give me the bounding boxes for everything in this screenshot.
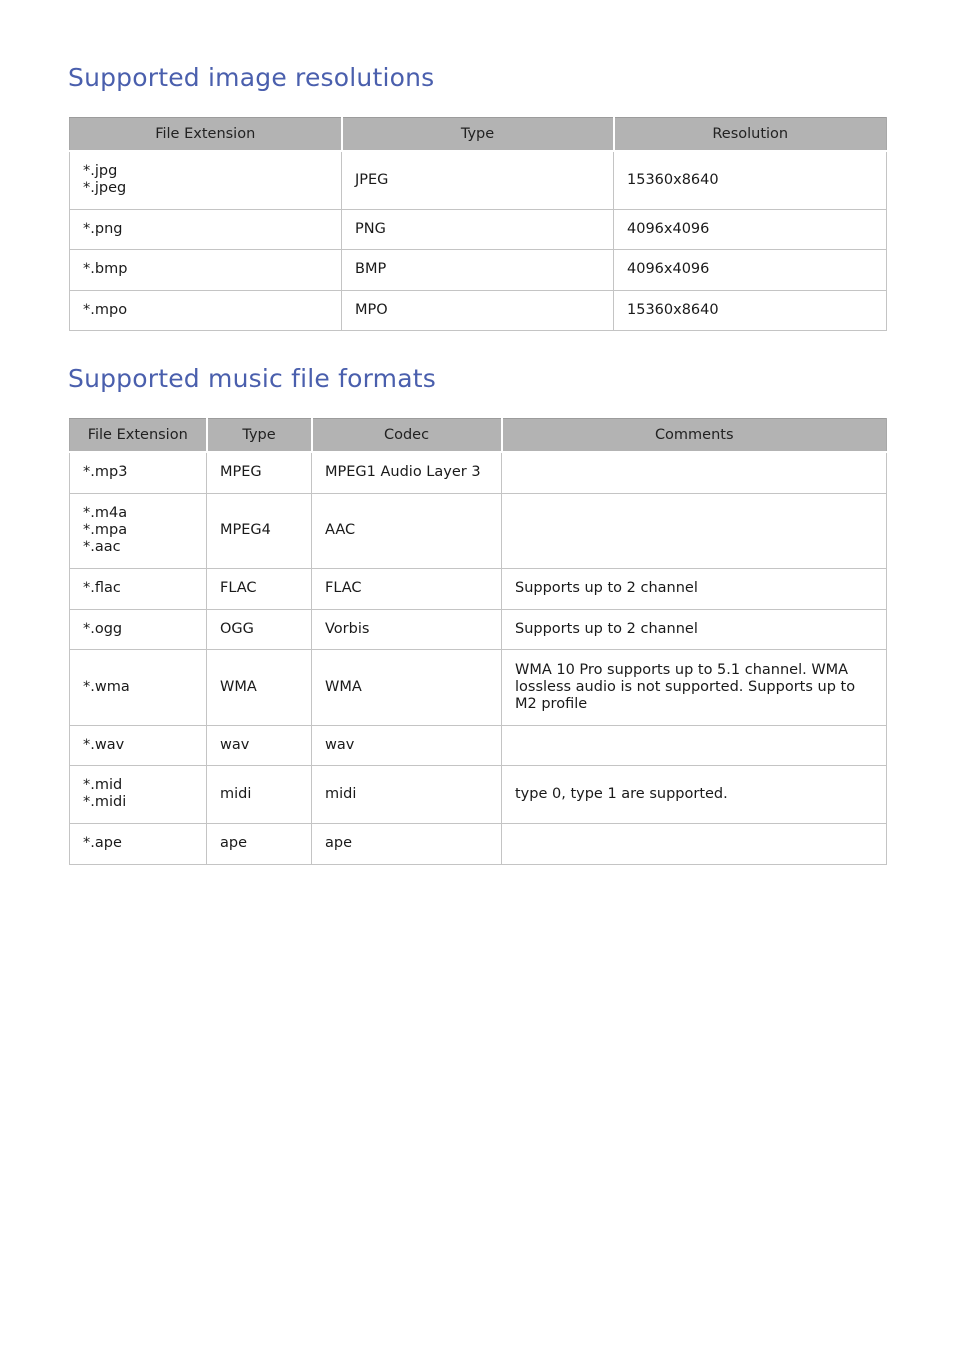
table-row <box>70 765 887 823</box>
cell-comments <box>502 823 887 864</box>
header-comments: Comments <box>502 419 887 453</box>
cell-extension <box>70 249 342 290</box>
comment-text: WMA 10 Pro supports up to 5.1 channel. WMA lossless audio is not supported. Supports up to M2 profile <box>515 661 856 712</box>
cell-codec: WMA <box>312 649 502 725</box>
cell-comments <box>502 452 887 493</box>
cell-type: midi <box>207 765 312 823</box>
extension-text: *.jpeg <box>83 180 127 197</box>
cell-resolution: 15360x8640 <box>614 151 887 209</box>
header-codec: Codec <box>312 419 502 453</box>
header-file-extension: File Extension <box>70 419 207 453</box>
cell-codec: FLAC <box>312 568 502 609</box>
extension-text: *.mpa <box>83 522 128 538</box>
extension-text: *.mpo <box>83 301 128 318</box>
cell-comments <box>502 725 887 765</box>
cell-type: JPEG <box>342 151 614 209</box>
extension-text: *.ape <box>83 835 122 851</box>
table-row <box>70 493 887 568</box>
cell-codec: MPEG1 Audio Layer 3 <box>312 452 502 493</box>
extension-text: *.midi <box>83 794 127 810</box>
header-type: Type <box>342 118 614 152</box>
cell-codec: wav <box>312 725 502 765</box>
cell-extension <box>70 649 207 725</box>
cell-comments: type 0, type 1 are supported. <box>502 765 887 823</box>
image-resolutions-title: Supported image resolutions <box>68 63 435 92</box>
extension-text: *.jpg <box>83 163 118 180</box>
extension-text: *.flac <box>83 580 121 596</box>
table-row <box>70 725 887 765</box>
cell-comments <box>502 493 887 568</box>
cell-type: MPEG <box>207 452 312 493</box>
table-row <box>70 151 887 209</box>
cell-type: BMP <box>342 249 614 290</box>
cell-type: WMA <box>207 649 312 725</box>
extension-text: *.m4a <box>83 505 128 521</box>
table-row <box>70 249 887 290</box>
extension-text: *.aac <box>83 539 121 555</box>
cell-extension <box>70 290 342 330</box>
extension-text: *.mp3 <box>83 464 128 481</box>
extension-text: *.ogg <box>83 620 123 637</box>
cell-type: MPEG4 <box>207 493 312 568</box>
cell-resolution: 4096x4096 <box>614 209 887 249</box>
table-row <box>70 649 887 725</box>
table-row <box>70 609 887 649</box>
table-row <box>70 290 887 330</box>
cell-codec: ape <box>312 823 502 864</box>
cell-resolution: 15360x8640 <box>614 290 887 330</box>
cell-type: wav <box>207 725 312 765</box>
header-type: Type <box>207 419 312 453</box>
header-file-extension: File Extension <box>70 118 342 152</box>
cell-type: FLAC <box>207 568 312 609</box>
cell-resolution: 4096x4096 <box>614 249 887 290</box>
cell-extension <box>70 568 207 609</box>
cell-type: PNG <box>342 209 614 249</box>
table-row <box>70 452 887 493</box>
cell-codec: midi <box>312 765 502 823</box>
cell-type: MPO <box>342 290 614 330</box>
cell-codec: AAC <box>312 493 502 568</box>
cell-extension <box>70 823 207 864</box>
cell-comments: Supports up to 2 channel <box>502 568 887 609</box>
header-resolution: Resolution <box>614 118 887 152</box>
table-row <box>70 823 887 864</box>
extension-text: *.wma <box>83 678 130 695</box>
image-resolutions-table <box>69 117 887 331</box>
cell-type: ape <box>207 823 312 864</box>
cell-extension <box>70 209 342 249</box>
table-row <box>70 209 887 249</box>
table-header-row <box>70 419 887 453</box>
table-header-row <box>70 118 887 152</box>
music-formats-title: Supported music file formats <box>68 364 436 393</box>
cell-extension <box>70 725 207 765</box>
cell-extension <box>70 609 207 649</box>
cell-extension <box>70 151 342 209</box>
cell-comments <box>502 649 887 725</box>
extension-text: *.wav <box>83 736 125 753</box>
extension-text: *.png <box>83 220 123 237</box>
cell-extension <box>70 452 207 493</box>
cell-codec: Vorbis <box>312 609 502 649</box>
music-formats-table <box>69 418 887 865</box>
cell-extension <box>70 493 207 568</box>
table-row <box>70 568 887 609</box>
extension-text: *.bmp <box>83 261 128 277</box>
cell-extension <box>70 765 207 823</box>
extension-text: *.mid <box>83 777 123 793</box>
cell-type: OGG <box>207 609 312 649</box>
cell-comments: Supports up to 2 channel <box>502 609 887 649</box>
